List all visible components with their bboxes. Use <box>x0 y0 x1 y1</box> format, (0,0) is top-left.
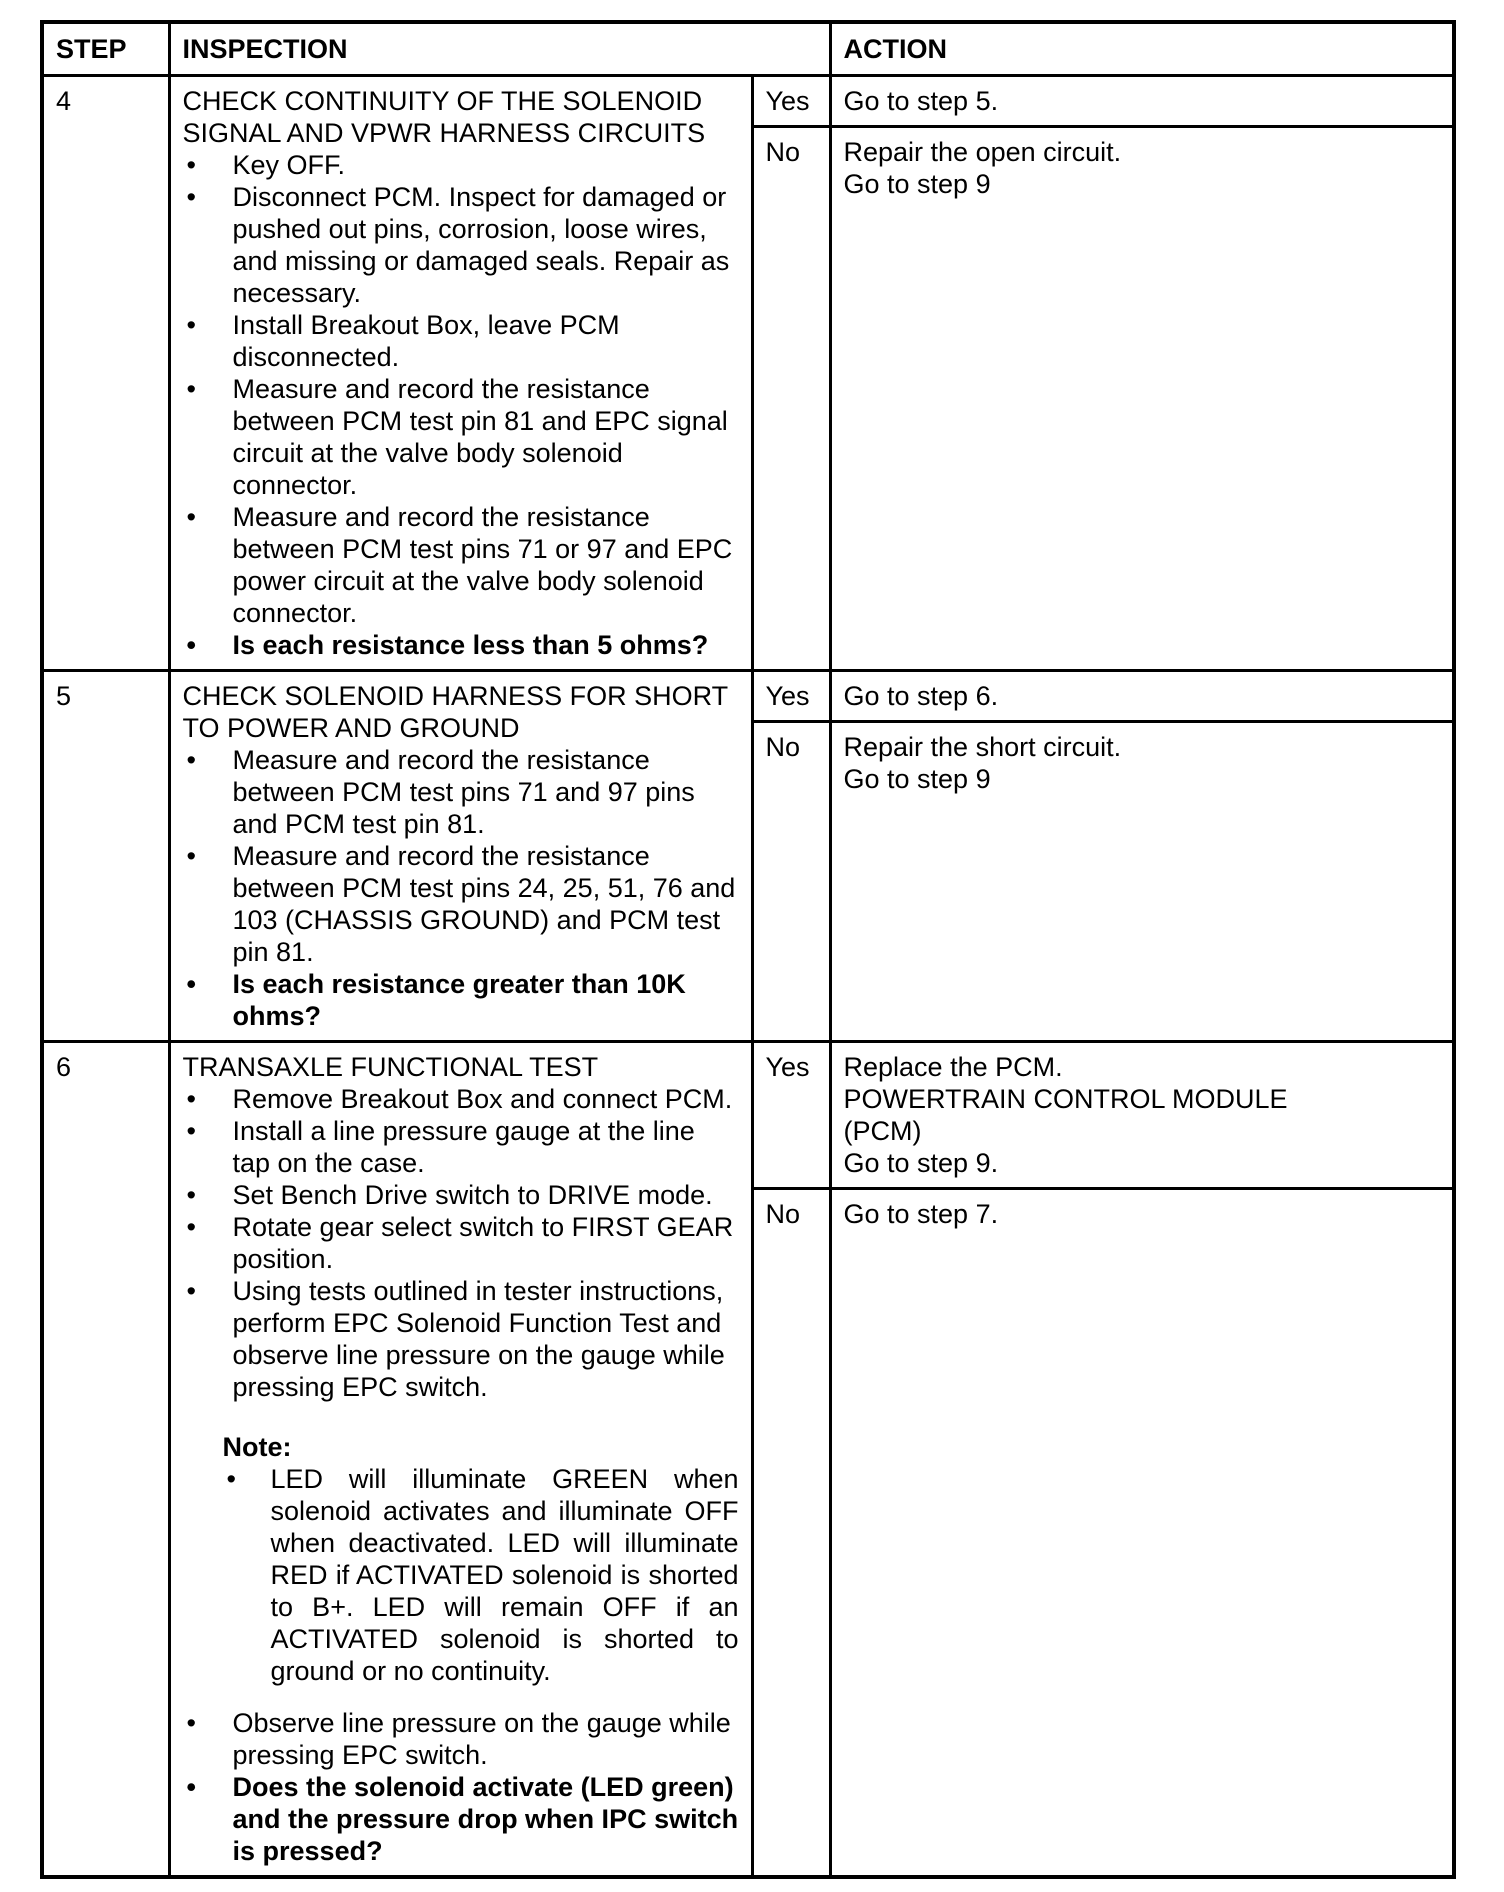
inspection-bullets <box>183 744 739 1032</box>
no-label: No <box>752 127 830 671</box>
action-line: Go to step 9. <box>843 1148 999 1178</box>
yes-label: Yes <box>752 671 830 722</box>
step-5-inspection <box>169 671 752 1042</box>
action-line: Repair the short circuit. <box>843 732 1122 762</box>
note-block <box>223 1431 739 1687</box>
step-6-inspection <box>169 1042 752 1878</box>
action-line: Go to step 6. <box>843 681 999 711</box>
inspection-header: INSPECTION <box>169 22 830 76</box>
yes-label: Yes <box>752 1042 830 1189</box>
bullet-item: • Remove Breakout Box and connect PCM. <box>183 1083 739 1115</box>
bullet-item: • Measure and record the resistance between PCM test pin 81 and EPC signal circuit at the valve body solenoid connector. <box>183 373 739 501</box>
no-action <box>830 722 1454 1042</box>
step-title-line: SIGNAL AND VPWR HARNESS CIRCUITS <box>182 118 706 148</box>
note-text: • LED will illuminate GREEN when solenoid activates and illuminate OFF when deactivated. LED will illuminate RED if ACTIVATED solenoid is shorted to B+. LED will remain OFF if an ACTIVATED solenoid is shorted to ground or no continuity. <box>223 1463 739 1687</box>
bullet-item: • Key OFF. <box>183 149 739 181</box>
step-title-line: CHECK SOLENOID HARNESS FOR SHORT <box>182 681 729 711</box>
no-action <box>830 127 1454 671</box>
step-number: 6 <box>42 1042 169 1878</box>
step-4-inspection <box>169 76 752 671</box>
no-label: No <box>752 722 830 1042</box>
action-line: Repair the open circuit. <box>843 137 1122 167</box>
step-number: 4 <box>42 76 169 671</box>
inspection-bullets-after <box>183 1707 739 1867</box>
question-bullet: • Is each resistance greater than 10K ohms? <box>183 968 739 1032</box>
question-bullet: • Does the solenoid activate (LED green) and the pressure drop when IPC switch is pressed? <box>183 1771 739 1867</box>
step-number: 5 <box>42 671 169 1042</box>
step-4-yes-row <box>42 76 1454 127</box>
bullet-item: • Measure and record the resistance between PCM test pins 24, 25, 51, 76 and 103 (CHASSIS GROUND) and PCM test pin 81. <box>183 840 739 968</box>
bullet-item: • Measure and record the resistance between PCM test pins 71 and 97 pins and PCM test pin 81. <box>183 744 739 840</box>
action-line: POWERTRAIN CONTROL MODULE <box>843 1084 1288 1114</box>
yes-action <box>830 671 1454 722</box>
bullet-item: • Install a line pressure gauge at the line tap on the case. <box>183 1115 739 1179</box>
step-header: STEP <box>42 22 169 76</box>
bullet-item: • Set Bench Drive switch to DRIVE mode. <box>183 1179 739 1211</box>
header-row <box>42 22 1454 76</box>
step-title-line: CHECK CONTINUITY OF THE SOLENOID <box>182 86 703 116</box>
note-label: Note: <box>222 1432 292 1462</box>
no-label: No <box>752 1189 830 1878</box>
step-title-line: TRANSAXLE FUNCTIONAL TEST <box>182 1052 599 1082</box>
step-5-yes-row <box>42 671 1454 722</box>
action-line: Go to step 7. <box>843 1199 999 1229</box>
bullet-item: • Observe line pressure on the gauge while pressing EPC switch. <box>183 1707 739 1771</box>
step-title-line: TO POWER AND GROUND <box>182 713 520 743</box>
action-line: Go to step 5. <box>843 86 999 116</box>
inspection-bullets <box>183 1083 739 1403</box>
bullet-item: • Install Breakout Box, leave PCM disconnected. <box>183 309 739 373</box>
yes-label: Yes <box>752 76 830 127</box>
yes-action <box>830 76 1454 127</box>
bullet-item: • Measure and record the resistance between PCM test pins 71 or 97 and EPC power circuit at the valve body solenoid connector. <box>183 501 739 629</box>
no-action <box>830 1189 1454 1878</box>
bullet-item: • Rotate gear select switch to FIRST GEAR position. <box>183 1211 739 1275</box>
note-list <box>223 1463 739 1687</box>
bullet-item: • Disconnect PCM. Inspect for damaged or pushed out pins, corrosion, loose wires, and missing or damaged seals. Repair as necessary. <box>183 181 739 309</box>
question-bullet: • Is each resistance less than 5 ohms? <box>183 629 739 661</box>
action-line: (PCM) <box>843 1116 922 1146</box>
action-line: Go to step 9 <box>843 764 991 794</box>
yes-action <box>830 1042 1454 1189</box>
action-line: Go to step 9 <box>843 169 991 199</box>
bullet-item: • Using tests outlined in tester instructions, perform EPC Solenoid Function Test and observe line pressure on the gauge while pressing EPC switch. <box>183 1275 739 1403</box>
step-6-yes-row <box>42 1042 1454 1189</box>
procedure-table <box>40 20 1456 1879</box>
action-line: Replace the PCM. <box>843 1052 1063 1082</box>
action-header: ACTION <box>830 22 1454 76</box>
inspection-bullets <box>183 149 739 661</box>
